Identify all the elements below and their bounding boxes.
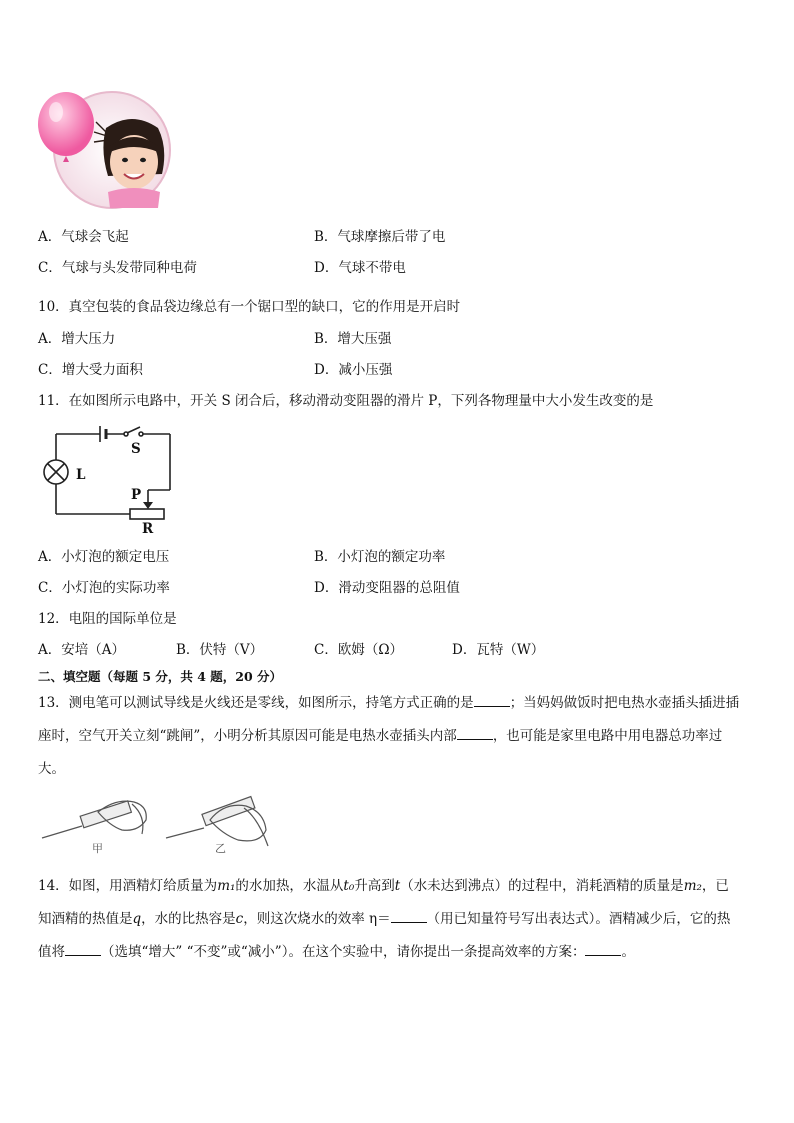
fig-label-jia: 甲 xyxy=(92,842,103,855)
girl-balloon-image xyxy=(36,88,172,212)
q10-option-d: D．减小压强 xyxy=(314,362,393,378)
q12-option-a: A．安培（A） xyxy=(38,642,125,658)
q12-option-c: C．欧姆（Ω） xyxy=(314,642,404,658)
q14-blank-3[interactable] xyxy=(585,943,621,956)
q14-blank-2[interactable] xyxy=(65,943,101,956)
resistor-label: R xyxy=(142,521,154,537)
test-pen-figures xyxy=(38,790,278,856)
q14-blank-1[interactable] xyxy=(391,910,427,923)
q10-option-c: C．增大受力面积 xyxy=(38,362,143,378)
var-t: t xyxy=(394,878,401,894)
q10-stem: 10．真空包装的食品袋边缘总有一个锯口型的缺口，它的作用是开启时 xyxy=(38,299,461,315)
q13-line2: 座时，空气开关立刻“跳闸”，小明分析其原因可能是电热水壶插头内部 ，也可能是家里电路中用电器总功率过 xyxy=(38,728,723,744)
q9-option-b: B．气球摩擦后带了电 xyxy=(314,229,446,245)
q9-option-d: D．气球不带电 xyxy=(314,260,406,276)
q12-option-d: D．瓦特（W） xyxy=(452,642,545,658)
q13-blank-1[interactable] xyxy=(474,694,510,707)
q14-line1: 14．如图，用酒精灯给质量为m₁的水加热，水温从t₀升高到t（水未达到沸点）的过程中，消耗酒精的质量是m₂，已 xyxy=(38,878,729,894)
q14-line3: 值将 （选填“增大” “不变”或“减小”）。在这个实验中，请你提出一条提高效率的方案： 。 xyxy=(38,944,635,960)
q11-option-d: D．滑动变阻器的总阻值 xyxy=(314,580,460,596)
q13-line1: 13．测电笔可以测试导线是火线还是零线，如图所示，持笔方式正确的是 ；当妈妈做饭时把电热水壶插头插进插 xyxy=(38,695,740,711)
q13-blank-2[interactable] xyxy=(457,727,493,740)
q9-option-c: C．气球与头发带同种电荷 xyxy=(38,260,197,276)
var-m1: m₁ xyxy=(217,878,236,894)
q12-option-b: B．伏特（V） xyxy=(176,642,264,658)
q14-line2: 知酒精的热值是q，水的比热容是c，则这次烧水的效率 η＝ （用已知量符号写出表达式）。酒精减少后，它的热 xyxy=(38,911,731,927)
var-m2: m₂ xyxy=(683,878,702,894)
section-title: 二、填空题（每题 5 分，共 4 题，20 分） xyxy=(38,669,283,684)
q11-option-c: C．小灯泡的实际功率 xyxy=(38,580,170,596)
q10-option-a: A．增大压力 xyxy=(38,331,116,347)
lamp-label: L xyxy=(76,467,86,483)
q11-stem: 11．在如图所示电路中，开关 S 闭合后，移动滑动变阻器的滑片 P，下列各物理量中大小发生改变的是 xyxy=(38,393,654,409)
q11-option-a: A．小灯泡的额定电压 xyxy=(38,549,170,565)
q12-stem: 12．电阻的国际单位是 xyxy=(38,611,177,627)
var-t0: t₀ xyxy=(343,878,355,894)
slider-label: P xyxy=(131,487,142,503)
q10-option-b: B．增大压强 xyxy=(314,331,392,347)
q9-option-a: A．气球会飞起 xyxy=(38,229,129,245)
switch-label: S xyxy=(131,441,141,457)
q13-line3: 大。 xyxy=(38,761,65,777)
var-c: c xyxy=(235,911,244,927)
circuit-diagram xyxy=(34,420,184,540)
fig-label-yi: 乙 xyxy=(215,842,226,855)
q11-option-b: B．小灯泡的额定功率 xyxy=(314,549,446,565)
var-q: q xyxy=(132,911,142,927)
